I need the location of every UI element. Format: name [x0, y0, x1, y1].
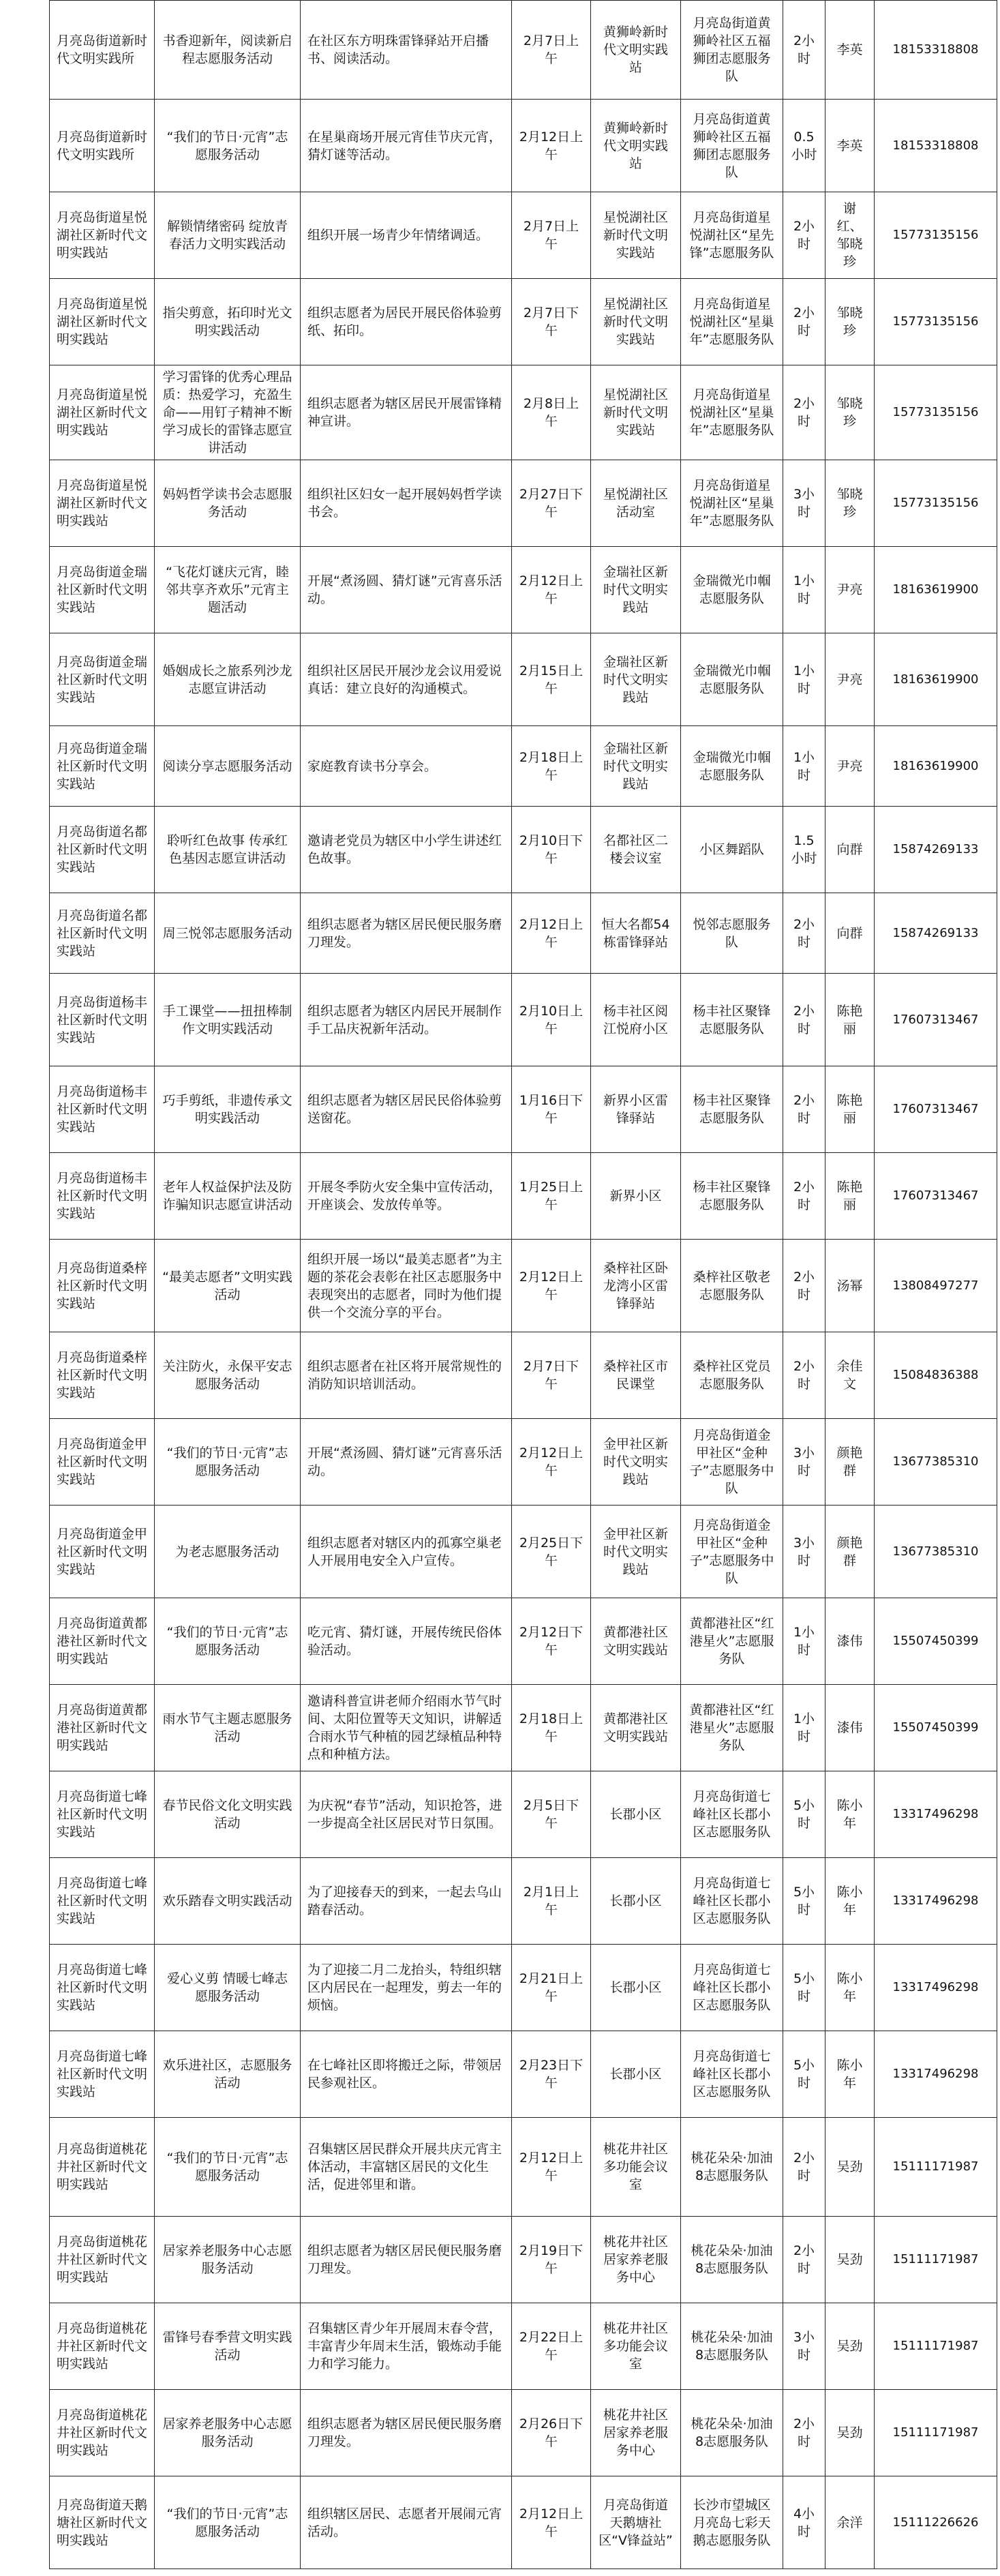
table-row — [50, 2476, 997, 2569]
activity-content-cell: 在社区东方明珠雷锋驿站开启播书、阅读活动。 — [301, 1, 512, 100]
activity-content-cell: 召集辖区青少年开展周末春令营，丰富青少年周末生活，锻炼动手能力和学习能力。 — [301, 2303, 512, 2390]
activity-content-cell: 开展“煮汤圆、猜灯谜”元宵喜乐活动。 — [301, 547, 512, 633]
place-cell: 名都社区二楼会议室 — [591, 807, 681, 893]
phone-cell: 13317496298 — [875, 2031, 997, 2118]
station-cell: 月亮岛街道星悦湖社区新时代文明实践站 — [50, 279, 155, 365]
activity-name-cell: 关注防火，永保平安志愿服务活动 — [155, 1332, 301, 1419]
station-cell: 月亮岛街道新时代文明实践所 — [50, 100, 155, 192]
hours-cell: 5小时 — [783, 1771, 825, 1858]
hours-cell: 2小时 — [783, 974, 825, 1066]
activity-content-cell: 开展“煮汤圆、猜灯谜”元宵喜乐活动。 — [301, 1419, 512, 1506]
hours-cell: 2小时 — [783, 1332, 825, 1419]
time-cell: 1月25日上午 — [512, 1153, 591, 1240]
team-cell: 月亮岛街道黄狮岭社区五福狮团志愿服务队 — [681, 100, 783, 192]
table-body — [50, 1, 997, 2569]
hours-cell: 1小时 — [783, 1685, 825, 1771]
table-row — [50, 460, 997, 547]
station-cell: 月亮岛街道桃花井社区新时代文明实践站 — [50, 2217, 155, 2303]
phone-cell: 15874269133 — [875, 893, 997, 974]
table-row — [50, 1945, 997, 2031]
activity-name-cell: “我们的节日·元宵”志愿服务活动 — [155, 1598, 301, 1685]
station-cell: 月亮岛街道黄都港社区新时代文明实践站 — [50, 1685, 155, 1771]
time-cell: 2月12日上午 — [512, 1240, 591, 1332]
place-cell: 桃花井社区居家养老服务中心 — [591, 2217, 681, 2303]
table-row — [50, 633, 997, 726]
phone-cell: 15773135156 — [875, 460, 997, 547]
table-row — [50, 2217, 997, 2303]
team-cell: 月亮岛街道七峰社区长郡小区志愿服务队 — [681, 1771, 783, 1858]
time-cell: 2月23日下午 — [512, 2031, 591, 2118]
table-row — [50, 100, 997, 192]
contact-cell: 陈小年 — [825, 1771, 875, 1858]
activity-content-cell: 为了迎接春天的到来，一起去乌山踏春活动。 — [301, 1858, 512, 1945]
team-cell: 月亮岛街道七峰社区长郡小区志愿服务队 — [681, 2031, 783, 2118]
station-cell: 月亮岛街道星悦湖社区新时代文明实践站 — [50, 460, 155, 547]
hours-cell: 3小时 — [783, 1419, 825, 1506]
team-cell: 金瑞微光巾帼志愿服务队 — [681, 726, 783, 807]
hours-cell: 1小时 — [783, 726, 825, 807]
hours-cell: 2小时 — [783, 893, 825, 974]
time-cell: 1月16日下午 — [512, 1066, 591, 1153]
activity-content-cell: 在七峰社区即将搬迁之际，带领居民参观社区。 — [301, 2031, 512, 2118]
activity-content-cell: 组织志愿者对辖区内的孤寡空巢老人开展用电安全入户宣传。 — [301, 1506, 512, 1598]
time-cell: 2月7日上午 — [512, 192, 591, 279]
time-cell: 2月12日上午 — [512, 100, 591, 192]
place-cell: 长郡小区 — [591, 1945, 681, 2031]
table-row — [50, 1153, 997, 1240]
place-cell: 桃花井社区多功能会议室 — [591, 2118, 681, 2217]
station-cell: 月亮岛街道桃花井社区新时代文明实践站 — [50, 2390, 155, 2476]
phone-cell: 18153318808 — [875, 1, 997, 100]
activity-name-cell: “我们的节日·元宵”志愿服务活动 — [155, 2476, 301, 2569]
time-cell: 2月18日上午 — [512, 1685, 591, 1771]
contact-cell: 漆伟 — [825, 1685, 875, 1771]
phone-cell: 15111171987 — [875, 2118, 997, 2217]
activity-name-cell: “我们的节日·元宵”志愿服务活动 — [155, 1419, 301, 1506]
place-cell: 长郡小区 — [591, 1858, 681, 1945]
place-cell: 桃花井社区居家养老服务中心 — [591, 2390, 681, 2476]
phone-cell: 18163619900 — [875, 633, 997, 726]
station-cell: 月亮岛街道杨丰社区新时代文明实践站 — [50, 974, 155, 1066]
table-row — [50, 1685, 997, 1771]
place-cell: 星悦湖社区新时代文明实践站 — [591, 192, 681, 279]
hours-cell: 1小时 — [783, 547, 825, 633]
team-cell: 悦邻志愿服务队 — [681, 893, 783, 974]
table-row — [50, 547, 997, 633]
place-cell: 桑梓社区卧龙湾小区雷锋驿站 — [591, 1240, 681, 1332]
hours-cell: 5小时 — [783, 1858, 825, 1945]
place-cell: 新界小区雷锋驿站 — [591, 1066, 681, 1153]
station-cell: 月亮岛街道七峰社区新时代文明实践站 — [50, 1945, 155, 2031]
station-cell: 月亮岛街道杨丰社区新时代文明实践站 — [50, 1153, 155, 1240]
hours-cell: 2小时 — [783, 1153, 825, 1240]
hours-cell: 2小时 — [783, 2390, 825, 2476]
table-row — [50, 1240, 997, 1332]
contact-cell: 余洋 — [825, 2476, 875, 2569]
activity-content-cell: 吃元宵、猜灯谜，开展传统民俗体验活动。 — [301, 1598, 512, 1685]
hours-cell: 1.5小时 — [783, 807, 825, 893]
activity-name-cell: “我们的节日·元宵”志愿服务活动 — [155, 100, 301, 192]
station-cell: 月亮岛街道天鹅塘社区新时代文明实践站 — [50, 2476, 155, 2569]
contact-cell: 吴劲 — [825, 2118, 875, 2217]
activity-content-cell: 为了迎接二月二龙抬头，特组织辖区内居民在一起理发，剪去一年的烦恼。 — [301, 1945, 512, 2031]
station-cell: 月亮岛街道七峰社区新时代文明实践站 — [50, 1858, 155, 1945]
table-row — [50, 2390, 997, 2476]
station-cell: 月亮岛街道金甲社区新时代文明实践站 — [50, 1419, 155, 1506]
place-cell: 月亮岛街道天鹅塘社区“V锋益站” — [591, 2476, 681, 2569]
table-row — [50, 1332, 997, 1419]
table-row — [50, 893, 997, 974]
contact-cell: 颜艳群 — [825, 1419, 875, 1506]
time-cell: 2月12日上午 — [512, 2476, 591, 2569]
place-cell: 桃花井社区多功能会议室 — [591, 2303, 681, 2390]
station-cell: 月亮岛街道金瑞社区新时代文明实践站 — [50, 726, 155, 807]
team-cell: 桃花朵朵·加油8志愿服务队 — [681, 2303, 783, 2390]
time-cell: 2月10日下午 — [512, 807, 591, 893]
station-cell: 月亮岛街道金甲社区新时代文明实践站 — [50, 1506, 155, 1598]
activity-content-cell: 组织志愿者为辖区内居民开展制作手工品庆祝新年活动。 — [301, 974, 512, 1066]
place-cell: 金瑞社区新时代文明实践站 — [591, 726, 681, 807]
contact-cell: 邹晓珍 — [825, 279, 875, 365]
contact-cell: 颜艳群 — [825, 1506, 875, 1598]
activity-content-cell: 组织辖区居民、志愿者开展闹元宵活动。 — [301, 2476, 512, 2569]
table-row — [50, 2031, 997, 2118]
hours-cell: 2小时 — [783, 192, 825, 279]
time-cell: 2月12日上午 — [512, 893, 591, 974]
activity-content-cell: 组织志愿者为辖区居民民俗体验剪送窗花。 — [301, 1066, 512, 1153]
phone-cell: 13317496298 — [875, 1771, 997, 1858]
station-cell: 月亮岛街道金瑞社区新时代文明实践站 — [50, 547, 155, 633]
station-cell: 月亮岛街道桑梓社区新时代文明实践站 — [50, 1240, 155, 1332]
contact-cell: 吴劲 — [825, 2390, 875, 2476]
contact-cell: 向群 — [825, 893, 875, 974]
hours-cell: 3小时 — [783, 2303, 825, 2390]
place-cell: 黄狮岭新时代文明实践站 — [591, 100, 681, 192]
station-cell: 月亮岛街道桃花井社区新时代文明实践站 — [50, 2303, 155, 2390]
activity-name-cell: 婚姻成长之旅系列沙龙志愿宣讲活动 — [155, 633, 301, 726]
phone-cell: 15111171987 — [875, 2303, 997, 2390]
team-cell: 小区舞蹈队 — [681, 807, 783, 893]
station-cell: 月亮岛街道金瑞社区新时代文明实践站 — [50, 633, 155, 726]
contact-cell: 向群 — [825, 807, 875, 893]
activity-name-cell: 欢乐踏春文明实践活动 — [155, 1858, 301, 1945]
table-row — [50, 726, 997, 807]
hours-cell: 2小时 — [783, 2217, 825, 2303]
activity-content-cell: 组织志愿者在社区将开展常规性的消防知识培训活动。 — [301, 1332, 512, 1419]
phone-cell: 15773135156 — [875, 279, 997, 365]
contact-cell: 漆伟 — [825, 1598, 875, 1685]
activity-name-cell: 指尖剪意，拓印时光文明实践活动 — [155, 279, 301, 365]
activity-name-cell: 居家养老服务中心志愿服务活动 — [155, 2390, 301, 2476]
activity-name-cell: 妈妈哲学读书会志愿服务活动 — [155, 460, 301, 547]
contact-cell: 邹晓珍 — [825, 460, 875, 547]
contact-cell: 尹亮 — [825, 633, 875, 726]
contact-cell: 陈小年 — [825, 1858, 875, 1945]
activity-content-cell: 组织社区妇女一起开展妈妈哲学读书会。 — [301, 460, 512, 547]
contact-cell: 陈小年 — [825, 2031, 875, 2118]
contact-cell: 李英 — [825, 1, 875, 100]
phone-cell: 13317496298 — [875, 1945, 997, 2031]
activity-name-cell: 雷锋号春季营文明实践活动 — [155, 2303, 301, 2390]
place-cell: 金甲社区新时代文明实践站 — [591, 1506, 681, 1598]
hours-cell: 2小时 — [783, 279, 825, 365]
phone-cell: 15773135156 — [875, 192, 997, 279]
time-cell: 2月12日上午 — [512, 1419, 591, 1506]
contact-cell: 陈小年 — [825, 1945, 875, 2031]
place-cell: 星悦湖社区活动室 — [591, 460, 681, 547]
time-cell: 2月7日上午 — [512, 1, 591, 100]
time-cell: 2月27日下午 — [512, 460, 591, 547]
place-cell: 黄都港社区文明实践站 — [591, 1598, 681, 1685]
team-cell: 金瑞微光巾帼志愿服务队 — [681, 547, 783, 633]
phone-cell: 18153318808 — [875, 100, 997, 192]
time-cell: 2月26日下午 — [512, 2390, 591, 2476]
activity-name-cell: 春节民俗文化文明实践活动 — [155, 1771, 301, 1858]
station-cell: 月亮岛街道七峰社区新时代文明实践站 — [50, 2031, 155, 2118]
team-cell: 桃花朵朵·加油8志愿服务队 — [681, 2217, 783, 2303]
activity-name-cell: 老年人权益保护法及防诈骗知识志愿宣讲活动 — [155, 1153, 301, 1240]
time-cell: 2月8日上午 — [512, 365, 591, 460]
contact-cell: 尹亮 — [825, 726, 875, 807]
activity-content-cell: 组织社区居民开展沙龙会议用爱说真话：建立良好的沟通模式。 — [301, 633, 512, 726]
activity-name-cell: 巧手剪纸，非遗传承文明实践活动 — [155, 1066, 301, 1153]
phone-cell: 17607313467 — [875, 1066, 997, 1153]
time-cell: 2月5日下午 — [512, 1771, 591, 1858]
table-row — [50, 2303, 997, 2390]
place-cell: 金瑞社区新时代文明实践站 — [591, 547, 681, 633]
table-row — [50, 1, 997, 100]
contact-cell: 余佳文 — [825, 1332, 875, 1419]
activity-content-cell: 邀请老党员为辖区中小学生讲述红色故事。 — [301, 807, 512, 893]
team-cell: 月亮岛街道七峰社区长郡小区志愿服务队 — [681, 1858, 783, 1945]
table-row — [50, 1506, 997, 1598]
station-cell: 月亮岛街道名都社区新时代文明实践站 — [50, 807, 155, 893]
activity-name-cell: 爱心义剪 情暖七峰志愿服务活动 — [155, 1945, 301, 2031]
station-cell: 月亮岛街道星悦湖社区新时代文明实践站 — [50, 365, 155, 460]
team-cell: 月亮岛街道星悦湖社区“星先锋”志愿服务队 — [681, 192, 783, 279]
activity-table — [49, 0, 997, 2569]
place-cell: 黄都港社区文明实践站 — [591, 1685, 681, 1771]
time-cell: 2月12日上午 — [512, 2118, 591, 2217]
team-cell: 月亮岛街道金甲社区“金种子”志愿服务中队 — [681, 1419, 783, 1506]
team-cell: 黄都港社区“红港星火”志愿服务队 — [681, 1685, 783, 1771]
contact-cell: 谢红、邹晓珍 — [825, 192, 875, 279]
phone-cell: 13317496298 — [875, 1858, 997, 1945]
team-cell: 杨丰社区聚锋志愿服务队 — [681, 1153, 783, 1240]
activity-name-cell: “最美志愿者”文明实践活动 — [155, 1240, 301, 1332]
team-cell: 桃花朵朵·加油8志愿服务队 — [681, 2390, 783, 2476]
station-cell: 月亮岛街道名都社区新时代文明实践站 — [50, 893, 155, 974]
activity-name-cell: 为老志愿服务活动 — [155, 1506, 301, 1598]
activity-name-cell: “飞花灯谜庆元宵，睦邻共享齐欢乐”元宵主题活动 — [155, 547, 301, 633]
activity-content-cell: 组织志愿者为辖区居民便民服务磨刀理发。 — [301, 893, 512, 974]
team-cell: 桑梓社区党员志愿服务队 — [681, 1332, 783, 1419]
team-cell: 月亮岛街道金甲社区“金种子”志愿服务中队 — [681, 1506, 783, 1598]
time-cell: 2月10日上午 — [512, 974, 591, 1066]
team-cell: 长沙市望城区月亮岛七彩天鹅志愿服务队 — [681, 2476, 783, 2569]
activity-name-cell: “我们的节日·元宵”志愿服务活动 — [155, 2118, 301, 2217]
team-cell: 月亮岛街道七峰社区长郡小区志愿服务队 — [681, 1945, 783, 2031]
contact-cell: 尹亮 — [825, 547, 875, 633]
table-row — [50, 1858, 997, 1945]
time-cell: 2月25日下午 — [512, 1506, 591, 1598]
station-cell: 月亮岛街道桃花井社区新时代文明实践站 — [50, 2118, 155, 2217]
contact-cell: 汤幂 — [825, 1240, 875, 1332]
table-row — [50, 974, 997, 1066]
table-row — [50, 192, 997, 279]
activity-name-cell: 解锁情绪密码 绽放青春活力文明实践活动 — [155, 192, 301, 279]
table-row — [50, 1598, 997, 1685]
activity-content-cell: 组织志愿者为辖区居民便民服务磨刀理发。 — [301, 2390, 512, 2476]
activity-content-cell: 召集辖区居民群众开展共庆元宵主体活动，丰富辖区居民的文化生活，促进邻里和谐。 — [301, 2118, 512, 2217]
contact-cell: 陈艳丽 — [825, 974, 875, 1066]
place-cell: 桑梓社区市民课堂 — [591, 1332, 681, 1419]
time-cell: 2月7日下午 — [512, 1332, 591, 1419]
place-cell: 金瑞社区新时代文明实践站 — [591, 633, 681, 726]
place-cell: 金甲社区新时代文明实践站 — [591, 1419, 681, 1506]
hours-cell: 3小时 — [783, 460, 825, 547]
time-cell: 2月22日上午 — [512, 2303, 591, 2390]
activity-name-cell: 欢乐进社区，志愿服务活动 — [155, 2031, 301, 2118]
time-cell: 2月12日下午 — [512, 1598, 591, 1685]
hours-cell: 2小时 — [783, 2118, 825, 2217]
activity-name-cell: 雨水节气主题志愿服务活动 — [155, 1685, 301, 1771]
contact-cell: 邹晓珍 — [825, 365, 875, 460]
activity-name-cell: 周三悦邻志愿服务活动 — [155, 893, 301, 974]
team-cell: 杨丰社区聚锋志愿服务队 — [681, 974, 783, 1066]
station-cell: 月亮岛街道星悦湖社区新时代文明实践站 — [50, 192, 155, 279]
activity-content-cell: 组织志愿者为辖区居民便民服务磨刀理发。 — [301, 2217, 512, 2303]
table-row — [50, 1419, 997, 1506]
phone-cell: 17607313467 — [875, 1153, 997, 1240]
activity-name-cell: 手工课堂——扭扭棒制作文明实践活动 — [155, 974, 301, 1066]
hours-cell: 4小时 — [783, 2476, 825, 2569]
table-row — [50, 2118, 997, 2217]
phone-cell: 15773135156 — [875, 365, 997, 460]
station-cell: 月亮岛街道桑梓社区新时代文明实践站 — [50, 1332, 155, 1419]
phone-cell: 15084836388 — [875, 1332, 997, 1419]
team-cell: 月亮岛街道黄狮岭社区五福狮团志愿服务队 — [681, 1, 783, 100]
activity-name-cell: 学习雷锋的优秀心理品质：热爱学习，充盈生命——用钉子精神不断学习成长的雷锋志愿宣讲活动 — [155, 365, 301, 460]
time-cell: 2月19日下午 — [512, 2217, 591, 2303]
activity-name-cell: 阅读分享志愿服务活动 — [155, 726, 301, 807]
team-cell: 杨丰社区聚锋志愿服务队 — [681, 1066, 783, 1153]
hours-cell: 2小时 — [783, 1, 825, 100]
activity-name-cell: 居家养老服务中心志愿服务活动 — [155, 2217, 301, 2303]
activity-content-cell: 家庭教育读书分享会。 — [301, 726, 512, 807]
team-cell: 黄都港社区“红港星火”志愿服务队 — [681, 1598, 783, 1685]
station-cell: 月亮岛街道七峰社区新时代文明实践站 — [50, 1771, 155, 1858]
station-cell: 月亮岛街道黄都港社区新时代文明实践站 — [50, 1598, 155, 1685]
contact-cell: 李英 — [825, 100, 875, 192]
phone-cell: 15111226626 — [875, 2476, 997, 2569]
activity-name-cell: 书香迎新年，阅读新启程志愿服务活动 — [155, 1, 301, 100]
phone-cell: 18163619900 — [875, 547, 997, 633]
place-cell: 长郡小区 — [591, 1771, 681, 1858]
phone-cell: 13677385310 — [875, 1506, 997, 1598]
hours-cell: 2小时 — [783, 1240, 825, 1332]
hours-cell: 1小时 — [783, 1598, 825, 1685]
table-row — [50, 807, 997, 893]
phone-cell: 15507450399 — [875, 1685, 997, 1771]
phone-cell: 17607313467 — [875, 974, 997, 1066]
time-cell: 2月21日上午 — [512, 1945, 591, 2031]
time-cell: 2月18日上午 — [512, 726, 591, 807]
place-cell: 星悦湖社区新时代文明实践站 — [591, 279, 681, 365]
contact-cell: 吴劲 — [825, 2217, 875, 2303]
table-row — [50, 1771, 997, 1858]
team-cell: 桑梓社区敬老志愿服务队 — [681, 1240, 783, 1332]
phone-cell: 15111171987 — [875, 2390, 997, 2476]
hours-cell: 0.5小时 — [783, 100, 825, 192]
phone-cell: 15874269133 — [875, 807, 997, 893]
contact-cell: 吴劲 — [825, 2303, 875, 2390]
contact-cell: 陈艳丽 — [825, 1066, 875, 1153]
phone-cell: 13808497277 — [875, 1240, 997, 1332]
hours-cell: 2小时 — [783, 365, 825, 460]
activity-content-cell: 组织志愿者为居民开展民俗体验剪纸、拓印。 — [301, 279, 512, 365]
time-cell: 2月7日下午 — [512, 279, 591, 365]
activity-content-cell: 为庆祝“春节”活动，知识抢答，进一步提高全社区居民对节日氛围。 — [301, 1771, 512, 1858]
place-cell: 星悦湖社区新时代文明实践站 — [591, 365, 681, 460]
activity-content-cell: 组织开展一场以“最美志愿者”为主题的茶花会表彰在社区志愿服务中表现突出的志愿者，同时为他们提供一个交流分享的平台。 — [301, 1240, 512, 1332]
phone-cell: 15507450399 — [875, 1598, 997, 1685]
activity-content-cell: 组织开展一场青少年情绪调适。 — [301, 192, 512, 279]
table-row — [50, 1066, 997, 1153]
phone-cell: 13677385310 — [875, 1419, 997, 1506]
activity-content-cell: 邀请科普宣讲老师介绍雨水节气时间、太阳位置等天文知识，讲解适合雨水节气种植的园艺绿植品种特点和种植方法。 — [301, 1685, 512, 1771]
activity-content-cell: 开展冬季防火安全集中宣传活动，开座谈会、发放传单等。 — [301, 1153, 512, 1240]
place-cell: 新界小区 — [591, 1153, 681, 1240]
activity-content-cell: 在星巢商场开展元宵佳节庆元宵，猜灯谜等活动。 — [301, 100, 512, 192]
hours-cell: 5小时 — [783, 1945, 825, 2031]
team-cell: 月亮岛街道星悦湖社区“星巢年”志愿服务队 — [681, 460, 783, 547]
station-cell: 月亮岛街道杨丰社区新时代文明实践站 — [50, 1066, 155, 1153]
table-row — [50, 279, 997, 365]
place-cell: 黄狮岭新时代文明实践站 — [591, 1, 681, 100]
contact-cell: 陈艳丽 — [825, 1153, 875, 1240]
station-cell: 月亮岛街道新时代文明实践所 — [50, 1, 155, 100]
phone-cell: 15111171987 — [875, 2217, 997, 2303]
time-cell: 2月1日上午 — [512, 1858, 591, 1945]
hours-cell: 3小时 — [783, 1506, 825, 1598]
hours-cell: 2小时 — [783, 1066, 825, 1153]
hours-cell: 1小时 — [783, 633, 825, 726]
place-cell: 杨丰社区阅江悦府小区 — [591, 974, 681, 1066]
hours-cell: 5小时 — [783, 2031, 825, 2118]
table-row — [50, 365, 997, 460]
team-cell: 桃花朵朵·加油8志愿服务队 — [681, 2118, 783, 2217]
phone-cell: 18163619900 — [875, 726, 997, 807]
activity-content-cell: 组织志愿者为辖区居民开展雷锋精神宣讲。 — [301, 365, 512, 460]
team-cell: 月亮岛街道星悦湖社区“星巢年”志愿服务队 — [681, 365, 783, 460]
place-cell: 长郡小区 — [591, 2031, 681, 2118]
activity-name-cell: 聆听红色故事 传承红色基因志愿宣讲活动 — [155, 807, 301, 893]
time-cell: 2月15日上午 — [512, 633, 591, 726]
team-cell: 金瑞微光巾帼志愿服务队 — [681, 633, 783, 726]
place-cell: 恒大名都54栋雷锋驿站 — [591, 893, 681, 974]
team-cell: 月亮岛街道星悦湖社区“星巢年”志愿服务队 — [681, 279, 783, 365]
time-cell: 2月12日上午 — [512, 547, 591, 633]
